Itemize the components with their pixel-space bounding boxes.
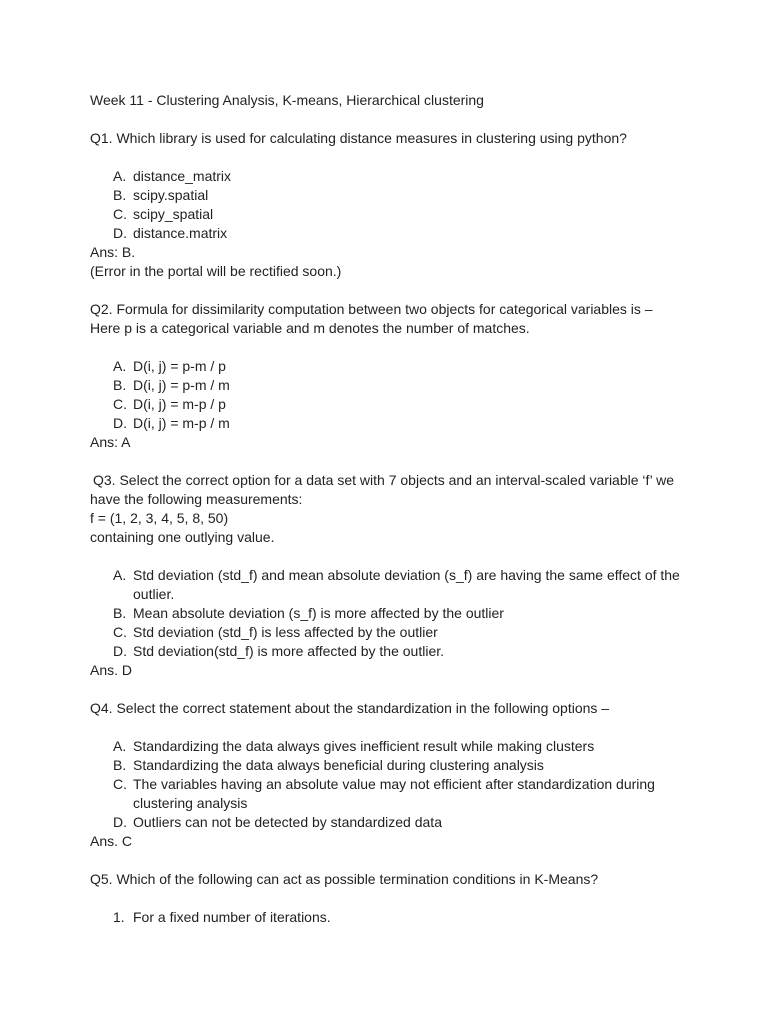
q5-option-1: [90, 908, 690, 927]
option-marker: 1.: [113, 909, 125, 925]
option-text: Std deviation (std_f) and mean absolute deviation (s_f) are having the same effect of the outlier.: [133, 567, 680, 602]
q2-question-line2: Here p is a categorical variable and m denotes the number of matches.: [90, 320, 530, 336]
option-text: D(i, j) = p-m / m: [133, 377, 230, 393]
q2-option-c: [90, 395, 690, 414]
option-marker: C.: [113, 624, 127, 640]
q4-answer: Ans. C: [90, 833, 133, 849]
option-marker: C.: [113, 396, 127, 412]
option-text: Standardizing the data always gives inefficient result while making clusters: [133, 738, 595, 754]
q1-option-b: [90, 186, 690, 205]
q3-question-line3: f = (1, 2, 3, 4, 5, 8, 50): [90, 510, 229, 526]
option-marker: A.: [113, 567, 127, 583]
q3-option-b: [90, 604, 690, 623]
q1-answer: Ans: B.: [90, 244, 136, 260]
q4-option-a: [90, 737, 690, 756]
option-text: Standardizing the data always beneficial during clustering analysis: [133, 757, 544, 773]
q5-question: Q5. Which of the following can act as possible termination conditions in K-Means?: [90, 871, 599, 887]
option-text: scipy_spatial: [133, 206, 214, 222]
option-text: Mean absolute deviation (s_f) is more affected by the outlier: [133, 605, 504, 621]
option-marker: D.: [113, 814, 127, 830]
q3-question-line4: containing one outlying value.: [90, 529, 275, 545]
option-text: Outliers can not be detected by standardized data: [133, 814, 442, 830]
q1-note: (Error in the portal will be rectified soon.): [90, 263, 342, 279]
option-text: For a fixed number of iterations.: [133, 909, 331, 925]
q2-option-d: [90, 414, 690, 433]
option-marker: D.: [113, 225, 127, 241]
q2-option-a: [90, 357, 690, 376]
document-page: [90, 91, 690, 927]
q1-option-a: [90, 167, 690, 186]
option-marker: B.: [113, 757, 127, 773]
option-text: distance_matrix: [133, 168, 232, 184]
option-text: Std deviation(std_f) is more affected by the outlier.: [133, 643, 445, 659]
option-text: Std deviation (std_f) is less affected by the outlier: [133, 624, 438, 640]
option-marker: B.: [113, 377, 127, 393]
q4-option-d: [90, 813, 690, 832]
option-marker: A.: [113, 168, 127, 184]
q1-option-d: [90, 224, 690, 243]
option-text: D(i, j) = m-p / m: [133, 415, 230, 431]
option-marker: A.: [113, 738, 127, 754]
q3-option-c: [90, 623, 690, 642]
option-marker: D.: [113, 643, 127, 659]
q3-question-line2: have the following measurements:: [90, 491, 303, 507]
q3-option-a: [90, 566, 690, 604]
q4-question: Q4. Select the correct statement about the standardization in the following options –: [90, 700, 610, 716]
q4-option-b: [90, 756, 690, 775]
q3-answer: Ans. D: [90, 662, 133, 678]
option-text: scipy.spatial: [133, 187, 209, 203]
option-marker: B.: [113, 187, 127, 203]
q1-question: Q1. Which library is used for calculating distance measures in clustering using python?: [90, 130, 627, 146]
q4-option-c: [90, 775, 690, 813]
option-text: The variables having an absolute value may not efficient after standardization during clustering analysis: [133, 776, 655, 811]
q2-answer: Ans: A: [90, 434, 131, 450]
q3-question: Q3. Select the correct option for a data set with 7 objects and an interval-scaled variable ‘f’ we: [93, 472, 675, 488]
q1-option-c: [90, 205, 690, 224]
option-marker: D.: [113, 415, 127, 431]
option-marker: A.: [113, 358, 127, 374]
q2-question: Q2. Formula for dissimilarity computation between two objects for categorical variables is –: [90, 301, 653, 317]
q3-option-d: [90, 642, 690, 661]
option-marker: C.: [113, 206, 127, 222]
document-title: Week 11 - Clustering Analysis, K-means, Hierarchical clustering: [90, 92, 484, 108]
option-text: D(i, j) = m-p / p: [133, 396, 226, 412]
option-marker: C.: [113, 776, 127, 792]
q2-option-b: [90, 376, 690, 395]
option-text: distance.matrix: [133, 225, 228, 241]
option-marker: B.: [113, 605, 127, 621]
option-text: D(i, j) = p-m / p: [133, 358, 226, 374]
